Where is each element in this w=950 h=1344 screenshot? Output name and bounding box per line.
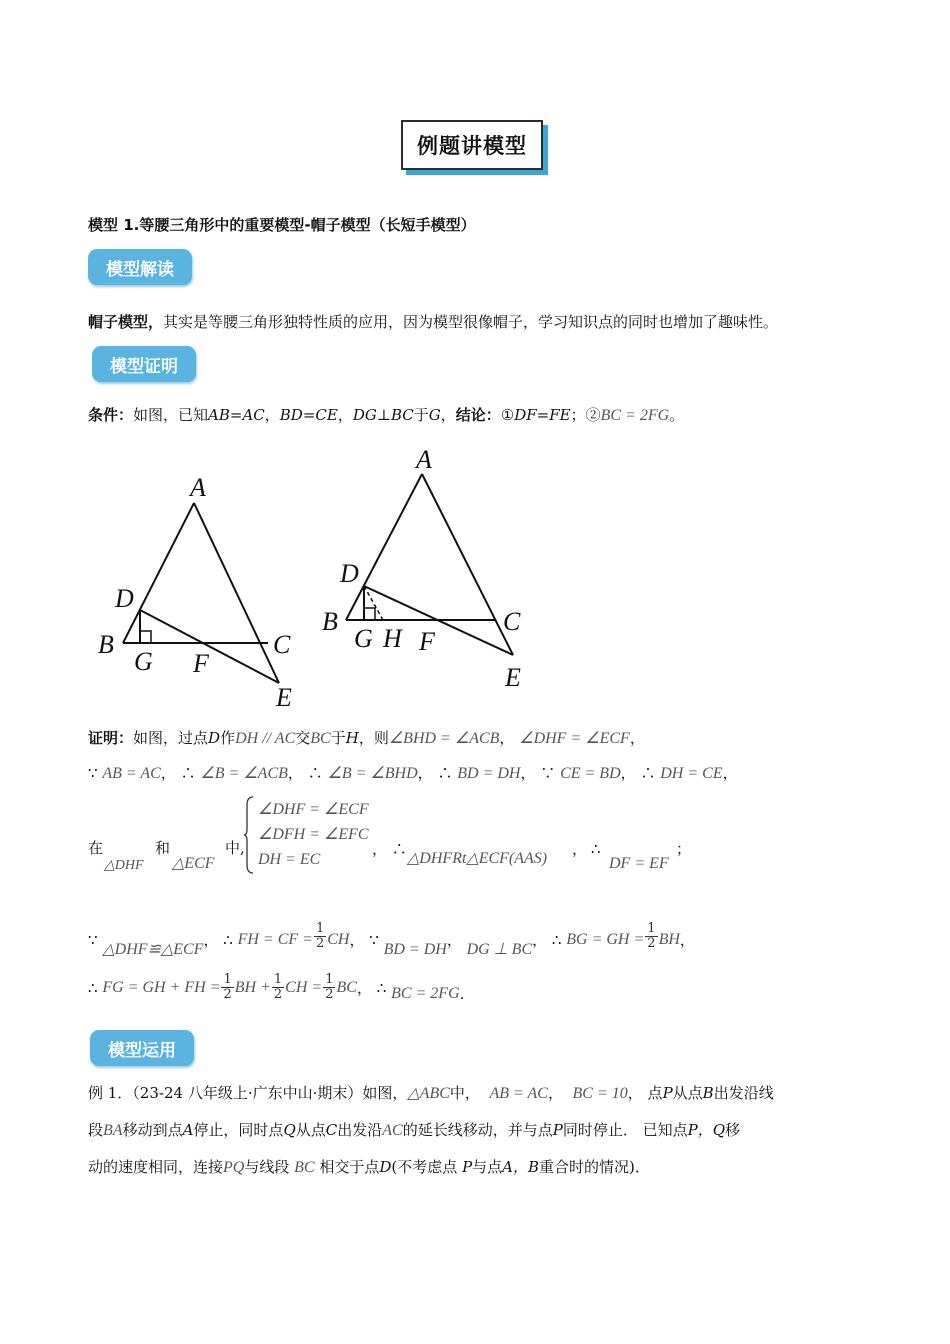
figure-2-labels <box>322 445 521 692</box>
text: ， 点 <box>627 1084 663 1102</box>
fig1-label-a: A <box>190 473 206 502</box>
fig1-label-b: B <box>98 630 114 659</box>
point-h: H <box>345 729 359 747</box>
points-a-b: A，B <box>502 1158 540 1176</box>
math-dg-perp-bc: DG ⊥ BC <box>466 941 533 958</box>
math-bg-gh: BG = GH = <box>566 931 645 948</box>
math-ch-eq: CH = <box>285 978 323 996</box>
text: ， <box>679 931 695 949</box>
text: 从点 <box>295 1121 326 1139</box>
text: 出发沿 <box>337 1121 383 1139</box>
semicolon: ； <box>676 840 692 858</box>
sys-dh-ec: DH = EC <box>258 851 321 868</box>
because-symbol: ∵ <box>88 931 98 949</box>
conclusion-df-fe: DF=FE <box>514 406 571 424</box>
therefore-symbol: ∴ <box>88 978 98 997</box>
fraction-half <box>272 973 284 1002</box>
geometry-figures <box>0 440 950 720</box>
sep: ， <box>337 406 353 424</box>
circled-one: ① <box>500 406 515 424</box>
text: 相交于点 <box>319 1158 380 1176</box>
math-triangle-ecf: △ECF <box>172 855 215 872</box>
text: ， <box>520 764 536 782</box>
numerator: 1 <box>325 972 334 987</box>
point-p: P <box>462 1158 473 1176</box>
interpret-bold: 帽子模型， <box>88 313 164 331</box>
numerator: 1 <box>223 972 232 987</box>
comma: ， <box>572 840 588 858</box>
text: 作 <box>220 729 236 747</box>
text: 出发沿线 <box>713 1084 774 1102</box>
proof-line-5 <box>88 973 464 1002</box>
condition-text: 如图，已知 <box>133 406 209 424</box>
denominator: 2 <box>315 936 325 951</box>
math-dh-parallel-ac: DH // AC <box>235 730 296 747</box>
text: ，则 <box>358 729 389 747</box>
math-angle-b-acb: ∠B = ∠ACB <box>200 765 288 782</box>
math-triangle-abc: △ABC <box>407 1085 450 1102</box>
point-q: Q <box>283 1121 296 1139</box>
fig2-label-e: E <box>505 663 521 692</box>
fig2-side-ab <box>346 474 422 620</box>
point-p: P <box>662 1084 673 1102</box>
text-he: 和 <box>155 839 171 857</box>
math-bc-2fg: BC = 2FG <box>391 984 460 1002</box>
conclusion-bc-2fg: BC = 2FG <box>600 407 670 424</box>
period: 。 <box>669 406 685 424</box>
numerator: 1 <box>647 921 656 936</box>
fig2-label-d: D <box>340 559 359 588</box>
sep: ； <box>570 406 586 424</box>
math-angle-b-bhd: ∠B = ∠BHD <box>327 765 418 782</box>
fraction-half <box>221 973 233 1002</box>
point-d: D <box>379 1158 392 1176</box>
interpret-paragraph <box>88 311 778 333</box>
point-b: B <box>702 1084 714 1102</box>
point-d: D <box>208 729 221 747</box>
condition-ab-ac: AB=AC <box>208 406 265 424</box>
text: 同时停止． 已知点 <box>562 1121 688 1139</box>
therefore-symbol: ∴ <box>307 764 323 782</box>
therefore-symbol: ∴ <box>437 764 453 782</box>
denominator: 2 <box>647 936 656 951</box>
math-ba: BA <box>103 1122 123 1139</box>
text: ， <box>547 1084 563 1102</box>
interpret-text: 其实是等腰三角形独特性质的应用，因为模型很像帽子，学习知识点的同时也增加了趣味性。 <box>163 313 779 331</box>
text: 重合时的情况)． <box>539 1158 650 1176</box>
text: 的延长线移动，并与点 <box>402 1121 553 1139</box>
fraction-half <box>314 922 326 951</box>
sys-angle-dfh-efc: ∠DFH = ∠EFC <box>258 826 369 843</box>
fig1-right-angle-mark <box>140 631 151 643</box>
math-bc: BC <box>310 730 331 747</box>
math-df-ef: DF = EF <box>609 855 669 872</box>
fig1-side-ab <box>123 503 194 643</box>
text: 移 <box>725 1121 741 1139</box>
condition-text: 于 <box>413 406 429 424</box>
text: ， <box>722 764 738 782</box>
congruence-system <box>248 797 378 873</box>
math-congruent-dhf-ecf: △DHF≌△ECF <box>102 941 204 958</box>
figure-1-labels <box>98 473 292 712</box>
denominator: 2 <box>325 987 334 1002</box>
math-ab-ac: AB = AC <box>489 1085 548 1102</box>
math-bh: BH <box>658 931 680 948</box>
fig1-label-c: C <box>273 630 291 659</box>
text: ， <box>629 729 645 747</box>
text: 与线段 <box>244 1158 290 1176</box>
text: ， <box>356 978 372 997</box>
condition-label: 条件： <box>88 406 134 424</box>
math-angle-dhf: ∠DHF = ∠ECF <box>519 730 630 747</box>
text: ， <box>499 729 515 747</box>
math-fg-sum: FG = GH + FH = <box>102 978 221 996</box>
text-zai: 在 <box>88 839 104 857</box>
math-bh-plus: BH + <box>234 978 271 996</box>
example-line-3 <box>88 1156 650 1179</box>
condition-line <box>88 404 684 427</box>
model-heading: 模型 1.等腰三角形中的重要模型-帽子模型（长短手模型） <box>88 216 476 234</box>
numerator: 1 <box>315 921 325 936</box>
proof-line-4 <box>88 921 695 958</box>
pill-model-interpret: 模型解读 <box>88 249 192 285</box>
fig2-label-b: B <box>322 607 338 636</box>
denominator: 2 <box>273 987 283 1002</box>
point-a: A <box>182 1121 194 1139</box>
math-fh-cf: FH = CF = <box>237 931 313 948</box>
section-title: 例题讲模型 <box>401 120 543 170</box>
text: 移动到点 <box>122 1121 183 1139</box>
sys-angle-dhf-ecf: ∠DHF = ∠ECF <box>258 801 369 818</box>
text: 于 <box>330 729 346 747</box>
text: ， <box>160 764 176 782</box>
because-symbol: ∵ <box>88 764 98 782</box>
fig2-side-ace <box>422 474 513 655</box>
fig2-label-g: G <box>354 624 373 653</box>
fig2-label-a: A <box>416 445 432 474</box>
proof-line-1 <box>88 727 645 750</box>
text: ， <box>446 931 462 949</box>
text: 如图，过点 <box>133 729 209 747</box>
proof-line-2 <box>88 762 738 785</box>
therefore-symbol: ∴ <box>391 840 407 858</box>
text: ， <box>349 931 365 949</box>
therefore-symbol: ∴ <box>376 978 387 997</box>
text: 动的速度相同，连接 <box>88 1158 224 1176</box>
fig1-label-f: F <box>193 649 209 678</box>
period: . <box>459 984 465 1003</box>
math-ce-bd: CE = BD <box>560 765 621 782</box>
text: 中， <box>449 1084 480 1102</box>
point-p: P <box>552 1121 563 1139</box>
fig2-label-h: H <box>383 624 402 653</box>
because-symbol: ∵ <box>369 931 379 949</box>
text: 从点 <box>672 1084 703 1102</box>
text: (不考虑点 <box>391 1158 458 1176</box>
math-congruence-aas: △DHFRt△ECF(AAS) <box>407 850 548 867</box>
math-ac: AC <box>382 1122 403 1139</box>
conclusion-label: 结论： <box>455 406 501 424</box>
math-triangle-dhf: △DHF <box>104 858 144 873</box>
text: 例 1．（23-24 八年级上·广东中山·期末）如图， <box>88 1084 408 1102</box>
condition-bd-ce: BD=CE <box>279 406 338 424</box>
math-bc: BC <box>294 1159 315 1176</box>
text-zhong: 中, <box>225 839 245 857</box>
fig1-segment-de <box>140 610 279 683</box>
point-c: C <box>325 1121 338 1139</box>
therefore-symbol: ∴ <box>223 931 233 949</box>
math-pq: PQ <box>223 1159 245 1176</box>
text: ， <box>287 764 303 782</box>
fig1-label-e: E <box>276 683 292 712</box>
sep: ， <box>264 406 280 424</box>
therefore-symbol: ∴ <box>551 931 562 949</box>
points-p-q: P，Q <box>687 1121 725 1139</box>
therefore-symbol: ∴ <box>591 840 601 858</box>
pill-model-proof: 模型证明 <box>92 346 196 382</box>
text: ， <box>372 840 388 858</box>
math-ab-ac: AB = AC <box>102 765 161 782</box>
example-line-1 <box>88 1082 774 1105</box>
numerator: 1 <box>273 972 283 987</box>
circled-two: ② <box>585 406 601 424</box>
math-ch: CH <box>327 931 350 948</box>
text: 段 <box>88 1121 104 1139</box>
text: 与点 <box>472 1158 503 1176</box>
fig1-label-d: D <box>115 584 134 613</box>
condition-dg-perp-bc: DG⊥BC <box>352 406 414 424</box>
fig2-label-c: C <box>503 607 521 636</box>
text: ， <box>620 764 636 782</box>
pill-model-apply: 模型运用 <box>90 1030 194 1066</box>
sep: ， <box>440 406 456 424</box>
therefore-symbol: ∴ <box>640 764 656 782</box>
denominator: 2 <box>223 987 232 1002</box>
example-line-2 <box>88 1119 740 1142</box>
math-bc-10: BC = 10 <box>572 1085 628 1102</box>
fig2-right-angle-mark <box>364 608 375 620</box>
math-bd-dh: BD = DH <box>383 941 447 958</box>
text: ， <box>417 764 433 782</box>
math-bc: BC <box>336 978 357 996</box>
fraction-half <box>323 973 335 1002</box>
math-angle-bhd: ∠BHD = ∠ACB <box>388 730 500 747</box>
because-symbol: ∵ <box>540 764 556 782</box>
proof-line-3-conclusion <box>372 838 407 860</box>
fig1-label-g: G <box>134 647 153 676</box>
text: 停止，同时点 <box>193 1121 284 1139</box>
fraction-half <box>645 922 657 951</box>
text: ， <box>532 931 548 949</box>
proof-label: 证明： <box>88 729 134 747</box>
text: 交 <box>295 729 311 747</box>
math-bd-dh: BD = DH <box>457 765 521 782</box>
text: ， <box>203 931 219 949</box>
condition-g: G <box>428 406 441 424</box>
fig2-label-f: F <box>419 627 435 656</box>
therefore-symbol: ∴ <box>180 764 196 782</box>
math-dh-ce: DH = CE <box>660 765 723 782</box>
